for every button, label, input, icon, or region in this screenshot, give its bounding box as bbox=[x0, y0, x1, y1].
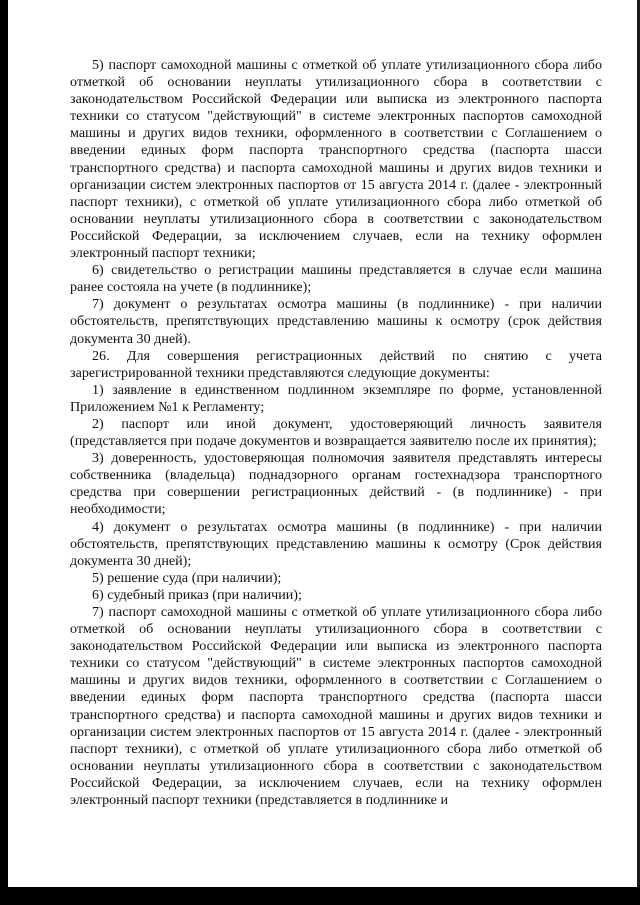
scan-left-border bbox=[0, 0, 8, 905]
item-6-registration-certificate-paragraph: 6) свидетельство о регистрации машины представляется в случае если машина ранее состояла на учете (в подлиннике); bbox=[70, 262, 602, 296]
item-2-identity-document-paragraph: 2) паспорт или иной документ, удостоверяющий личность заявителя (представляется при подаче документов и возвращается заявителю после их принятия); bbox=[70, 415, 602, 450]
item-7-inspection-document-paragraph: 7) документ о результатах осмотра машины (в подлиннике) - при наличии обстоятельств, препятствующих представлению машины к осмотру (срок действия документа 30 дней). bbox=[70, 296, 602, 347]
item-1-application-paragraph: 1) заявление в единственном подлинном экземпляре по форме, установленной Приложением №1 к Регламенту; bbox=[70, 381, 602, 415]
item-5-passport-paragraph: 5) паспорт самоходной машины с отметкой об уплате утилизационного сбора либо отметкой об основании неуплаты утилизационного сбора в соответствии с законодательством Российской Федерации или выписка из электронного паспорта техники со статусом "действующий" в системе электронных паспортов самоходной машины и других видов техники, оформленного в соответствии с Соглашением о введении единых форм паспорта транспортного средства (паспорта шасси транспортного средства) и паспорта самоходной машины и других видов техники и организации систем электронных паспортов от 15 августа 2014 г. (далее - электронный паспорт техники), с отметкой об уплате утилизационного сбора либо отметкой об основании неуплаты утилизационного сбора в соответствии с законодательством Российской Федерации, за исключением случаев, если на технику оформлен электронный паспорт техники; bbox=[70, 57, 602, 262]
document-body bbox=[70, 57, 602, 809]
clause-26-paragraph: 26. Для совершения регистрационных действий по снятию с учета зарегистрированной техники представляются следующие документы: bbox=[70, 347, 602, 381]
item-7-passport-paragraph: 7) паспорт самоходной машины с отметкой об уплате утилизационного сбора либо отметкой об основании неуплаты утилизационного сбора в соответствии с законодательством Российской Федерации или выписка из электронного паспорта техники со статусом "действующий" в системе электронных паспортов самоходной машины и других видов техники, оформленного в соответствии с Соглашением о введении единых форм паспорта транспортного средства (паспорта шасси транспортного средства) и паспорта самоходной машины и других видов техники и организации систем электронных паспортов от 15 августа 2014 г. (далее - электронный паспорт техники), с отметкой об уплате утилизационного сбора либо отметкой об основании неуплаты утилизационного сбора в соответствии с законодательством Российской Федерации, за исключением случаев, если на технику оформлен электронный паспорт техники (представляется в подлиннике и bbox=[70, 604, 602, 809]
item-3-power-of-attorney-paragraph: 3) доверенность, удостоверяющая полномочия заявителя представлять интересы собственника (владельца) поднадзорного органам гостехнадзора транспортного средства при совершении регистрационных действий - (в подлиннике) - при необходимости; bbox=[70, 450, 602, 518]
item-4-inspection-document-paragraph: 4) документ о результатах осмотра машины (в подлиннике) - при наличии обстоятельств, препятствующих представлению машины к осмотру (Срок действия документа 30 дней); bbox=[70, 518, 602, 569]
scan-bottom-border bbox=[0, 887, 640, 905]
item-5-court-decision-paragraph: 5) решение суда (при наличии); bbox=[92, 569, 282, 586]
item-6-court-order-paragraph: 6) судебный приказ (при наличии); bbox=[92, 586, 302, 603]
